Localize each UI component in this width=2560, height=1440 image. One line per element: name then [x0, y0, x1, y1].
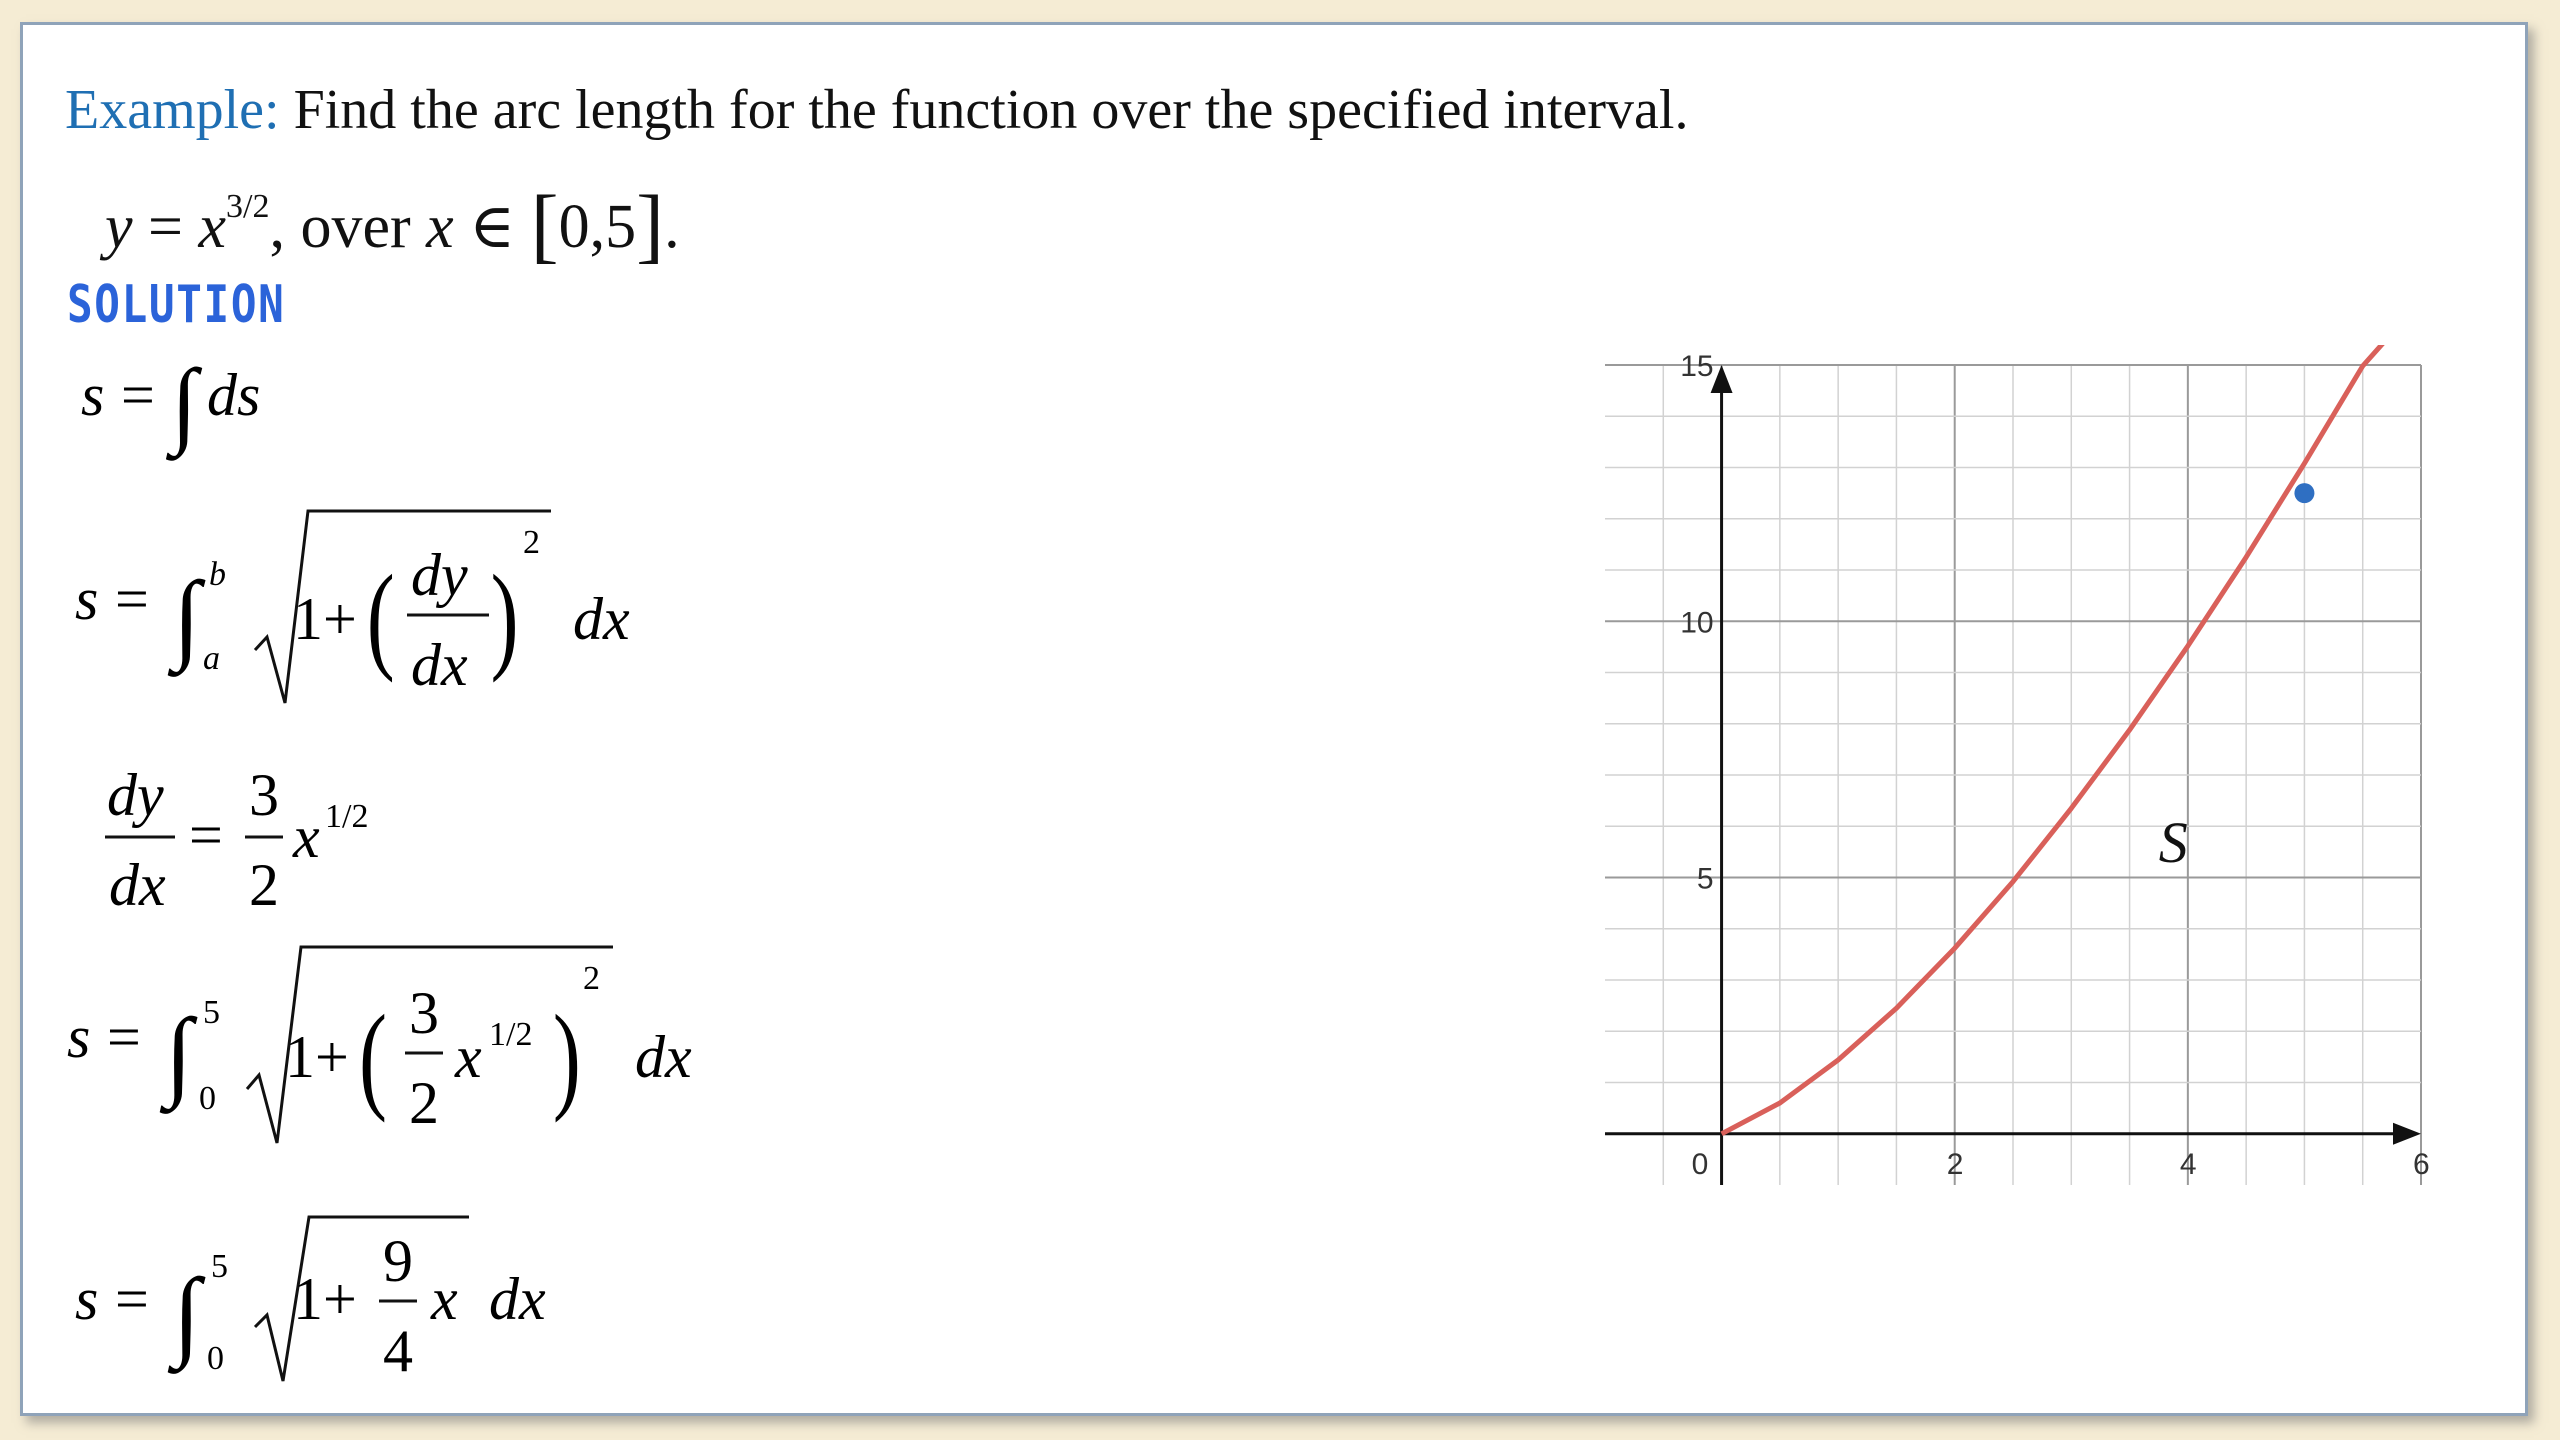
- y-tick-label: 10: [1680, 606, 1714, 640]
- eq5-dx: dx: [489, 1266, 546, 1332]
- eq4-equals: =: [107, 1004, 141, 1070]
- fn-eq: =: [132, 193, 199, 261]
- eq4-exponent: 1/2: [489, 1016, 533, 1053]
- eq3-coef-den: 2: [249, 852, 279, 918]
- eq4-dx: dx: [635, 1024, 692, 1090]
- curve-s: [1722, 345, 2410, 1134]
- curve-point: [2294, 483, 2314, 503]
- x-tick-label: 6: [2413, 1147, 2430, 1181]
- eq2-one-plus: 1+: [293, 586, 357, 652]
- equation-5: [75, 1217, 546, 1384]
- eq4-lhs: s: [67, 1004, 91, 1070]
- eq1-ds: ds: [207, 362, 261, 428]
- equation-4: [67, 947, 692, 1143]
- eq5-lower: 0: [207, 1340, 224, 1377]
- tick-labels: [1680, 350, 2429, 1181]
- eq4-rparen: ): [552, 991, 581, 1124]
- equation-2: [75, 511, 630, 703]
- example-text: Find the arc length for the function over the specified interval.: [279, 79, 1689, 141]
- fn-period: .: [664, 193, 680, 261]
- eq5-coef-den: 4: [383, 1318, 413, 1384]
- eq1-integral: ∫: [171, 349, 198, 456]
- example-label: Example:: [65, 79, 280, 141]
- eq2-upper: b: [209, 556, 226, 593]
- slide-panel: [20, 22, 2528, 1416]
- eq2-rparen: ): [490, 551, 519, 684]
- eq2-dx: dx: [573, 586, 630, 652]
- eq3-coef-num: 3: [249, 762, 279, 828]
- curve-label: S: [2158, 810, 2188, 876]
- eq4-integral: ∫: [165, 998, 193, 1109]
- eq2-integral: ∫: [173, 561, 201, 672]
- eq4-one-plus: 1+: [285, 1024, 349, 1090]
- eq4-lparen: (: [359, 991, 387, 1124]
- equations-area: [23, 25, 923, 1413]
- eq3-exponent: 1/2: [325, 798, 369, 835]
- fn-over: , over: [269, 193, 427, 261]
- fn-open-bracket: [: [530, 179, 559, 272]
- eq2-lower: a: [203, 640, 220, 677]
- eq2-num: dy: [411, 542, 468, 608]
- eq1-lhs: s: [81, 362, 105, 428]
- fn-close-bracket: ]: [636, 179, 665, 272]
- eq2-equals: =: [115, 566, 149, 632]
- eq3-equals: =: [189, 802, 223, 868]
- eq3-den: dx: [109, 852, 166, 918]
- solution-heading: SOLUTION: [67, 275, 286, 335]
- fn-in: ∈: [453, 193, 531, 261]
- equation-3: [105, 762, 368, 918]
- eq5-lhs: s: [75, 1266, 99, 1332]
- eq2-lparen: (: [366, 551, 395, 684]
- eq5-equals: =: [115, 1266, 149, 1332]
- eq4-upper: 5: [203, 994, 220, 1031]
- y-tick-label: 5: [1696, 862, 1714, 896]
- arc-length-graph: [1583, 345, 2443, 1205]
- eq4-lower: 0: [199, 1080, 216, 1117]
- eq5-one-plus: 1+: [293, 1266, 357, 1332]
- fn-y: y: [105, 193, 133, 261]
- eq3-num: dy: [107, 762, 164, 828]
- x-axis-arrow-icon: [2393, 1123, 2421, 1145]
- eq2-lhs: s: [75, 566, 99, 632]
- eq1-equals: =: [121, 362, 155, 428]
- y-tick-label: 15: [1680, 350, 1714, 383]
- eq5-integral: ∫: [173, 1258, 201, 1369]
- eq4-coef-num: 3: [409, 980, 439, 1046]
- fn-exponent: 3/2: [226, 188, 270, 225]
- x-tick-label: 4: [2179, 1147, 2197, 1181]
- eq5-upper: 5: [211, 1248, 228, 1285]
- eq5-x: x: [431, 1266, 458, 1332]
- y-axis-arrow-icon: [1711, 365, 1733, 393]
- eq3-x: x: [293, 804, 320, 870]
- eq2-power: 2: [523, 524, 540, 561]
- eq2-den: dx: [411, 632, 468, 698]
- fn-x2: x: [426, 193, 454, 261]
- fn-interval: 0,5: [558, 193, 637, 261]
- eq4-coef-den: 2: [409, 1070, 439, 1136]
- fn-x: x: [198, 193, 227, 261]
- equation-1: [81, 349, 260, 461]
- eq4-power: 2: [583, 960, 600, 997]
- eq4-x: x: [455, 1024, 482, 1090]
- x-tick-label: 0: [1691, 1147, 1709, 1181]
- eq5-coef-num: 9: [383, 1228, 413, 1294]
- x-tick-label: 2: [1946, 1147, 1964, 1181]
